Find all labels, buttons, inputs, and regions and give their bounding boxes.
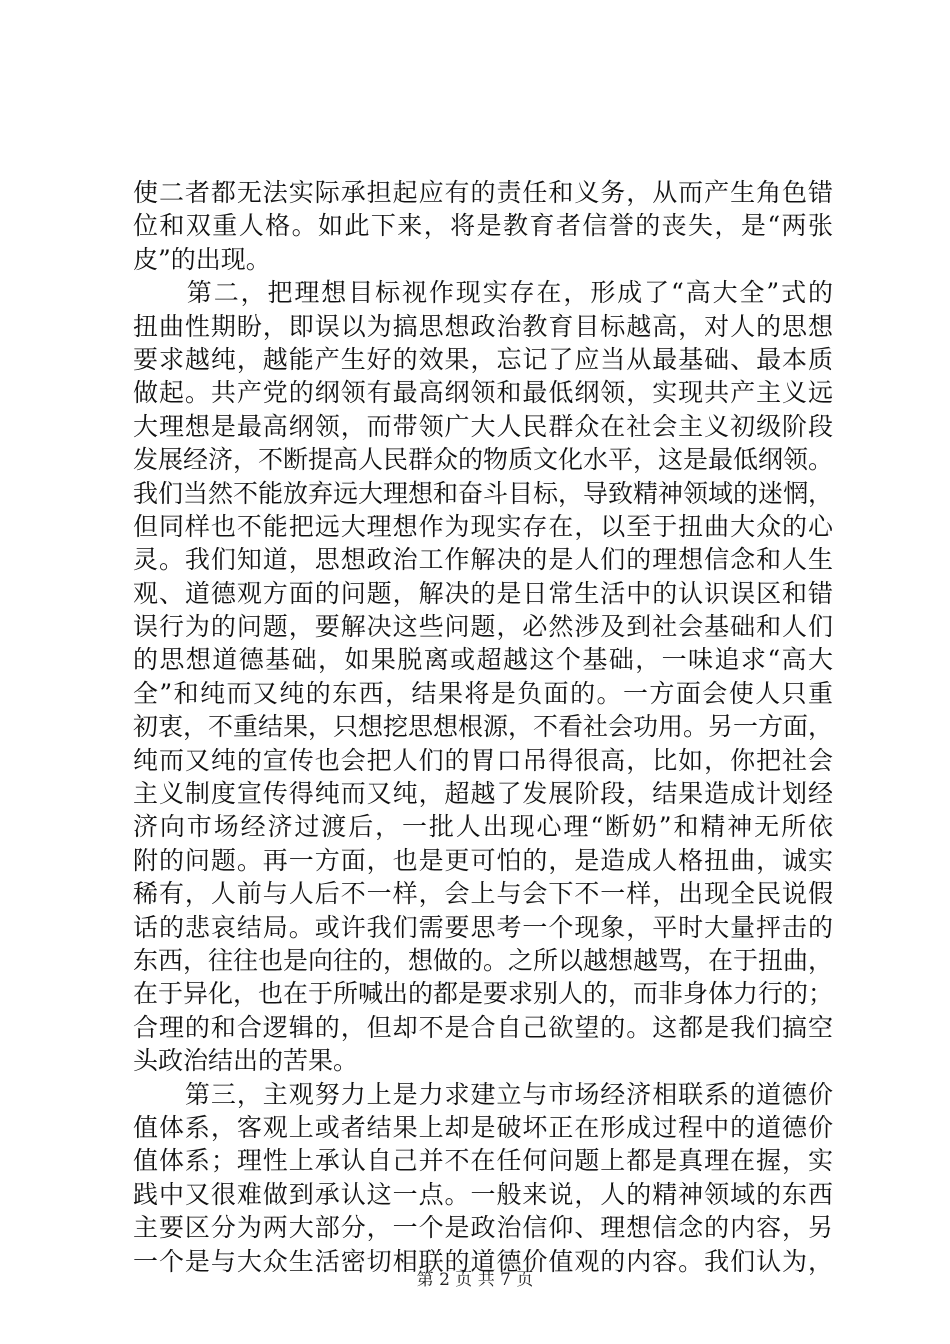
text-line: 误行为的问题，要解决这些问题，必然涉及到社会基础和人们: [133, 612, 833, 642]
text-line: 第三，主观努力上是力求建立与市场经济相联系的道德价: [133, 1079, 833, 1109]
text-line: 初衷，不重结果，只想挖思想根源，不看社会功用。另一方面，: [133, 712, 834, 742]
text-line: 济向市场经济过渡后，一批人出现心理“断奶”和精神无所依: [133, 812, 833, 842]
text-line: 践中又很难做到承认这一点。一般来说，人的精神领域的东西: [133, 1179, 833, 1209]
text-line: 第二，把理想目标视作现实存在，形成了“高大全”式的: [133, 278, 833, 308]
text-line: 话的悲哀结局。或许我们需要思考一个现象，平时大量抨击的: [133, 912, 833, 942]
text-line: 我们当然不能放弃远大理想和奋斗目标，导致精神领域的迷惘，: [133, 478, 834, 508]
text-line: 纯而又纯的宣传也会把人们的胃口吊得很高，比如，你把社会: [133, 745, 833, 775]
text-line: 做起。共产党的纲领有最高纲领和最低纲领，实现共产主义远: [133, 378, 833, 408]
text-line: 灵。我们知道，思想政治工作解决的是人们的理想信念和人生: [133, 545, 833, 575]
text-line: 一个是与大众生活密切相联的道德价值观的内容。我们认为，: [133, 1246, 833, 1276]
text-line: 发展经济，不断提高人民群众的物质文化水平，这是最低纲领。: [133, 445, 834, 475]
text-line: 皮”的出现。: [133, 244, 271, 274]
text-line: 但同样也不能把远大理想作为现实存在，以至于扭曲大众的心: [133, 511, 833, 541]
text-line: 使二者都无法实际承担起应有的责任和义务，从而产生角色错: [133, 178, 833, 207]
text-line: 观、道德观方面的问题，解决的是日常生活中的认识误区和错: [133, 578, 833, 608]
text-line: 东西，往往也是向往的，想做的。之所以越想越骂，在于扭曲，: [133, 945, 834, 975]
text-line: 位和双重人格。如此下来，将是教育者信誉的丧失，是“两张: [133, 211, 833, 241]
page-footer: 第 2 页 共 7 页: [416, 1270, 534, 1290]
text-line: 值体系；理性上承认自己并不在任何问题上都是真理在握，实: [133, 1146, 833, 1176]
text-line: 的思想道德基础，如果脱离或超越这个基础，一味追求“高大: [133, 645, 833, 675]
text-line: 全”和纯而又纯的东西，结果将是负面的。一方面会使人只重: [133, 678, 833, 708]
text-line: 稀有，人前与人后不一样，会上与会下不一样，出现全民说假: [133, 879, 833, 909]
text-line: 合理的和合逻辑的，但却不是合自己欲望的。这都是我们搞空: [133, 1012, 833, 1042]
text-line: 值体系，客观上或者结果上却是破坏正在形成过程中的道德价: [133, 1112, 833, 1142]
text-line: 主义制度宣传得纯而又纯，超越了发展阶段，结果造成计划经: [133, 779, 833, 809]
text-line: 主要区分为两大部分，一个是政治信仰、理想信念的内容，另: [133, 1213, 833, 1243]
text-line: 头政治结出的苦果。: [133, 1046, 359, 1076]
text-line: 要求越纯，越能产生好的效果，忘记了应当从最基础、最本质: [133, 344, 833, 374]
text-line: 扭曲性期盼，即误以为搞思想政治教育目标越高，对人的思想: [133, 311, 833, 341]
text-line: 大理想是最高纲领，而带领广大人民群众在社会主义初级阶段: [133, 411, 833, 441]
body-text: [133, 176, 833, 1278]
text-line: 附的问题。再一方面，也是更可怕的，是造成人格扭曲，诚实: [133, 845, 833, 875]
text-line: 在于异化，也在于所喊出的都是要求别人的，而非身体力行的；: [133, 979, 834, 1009]
